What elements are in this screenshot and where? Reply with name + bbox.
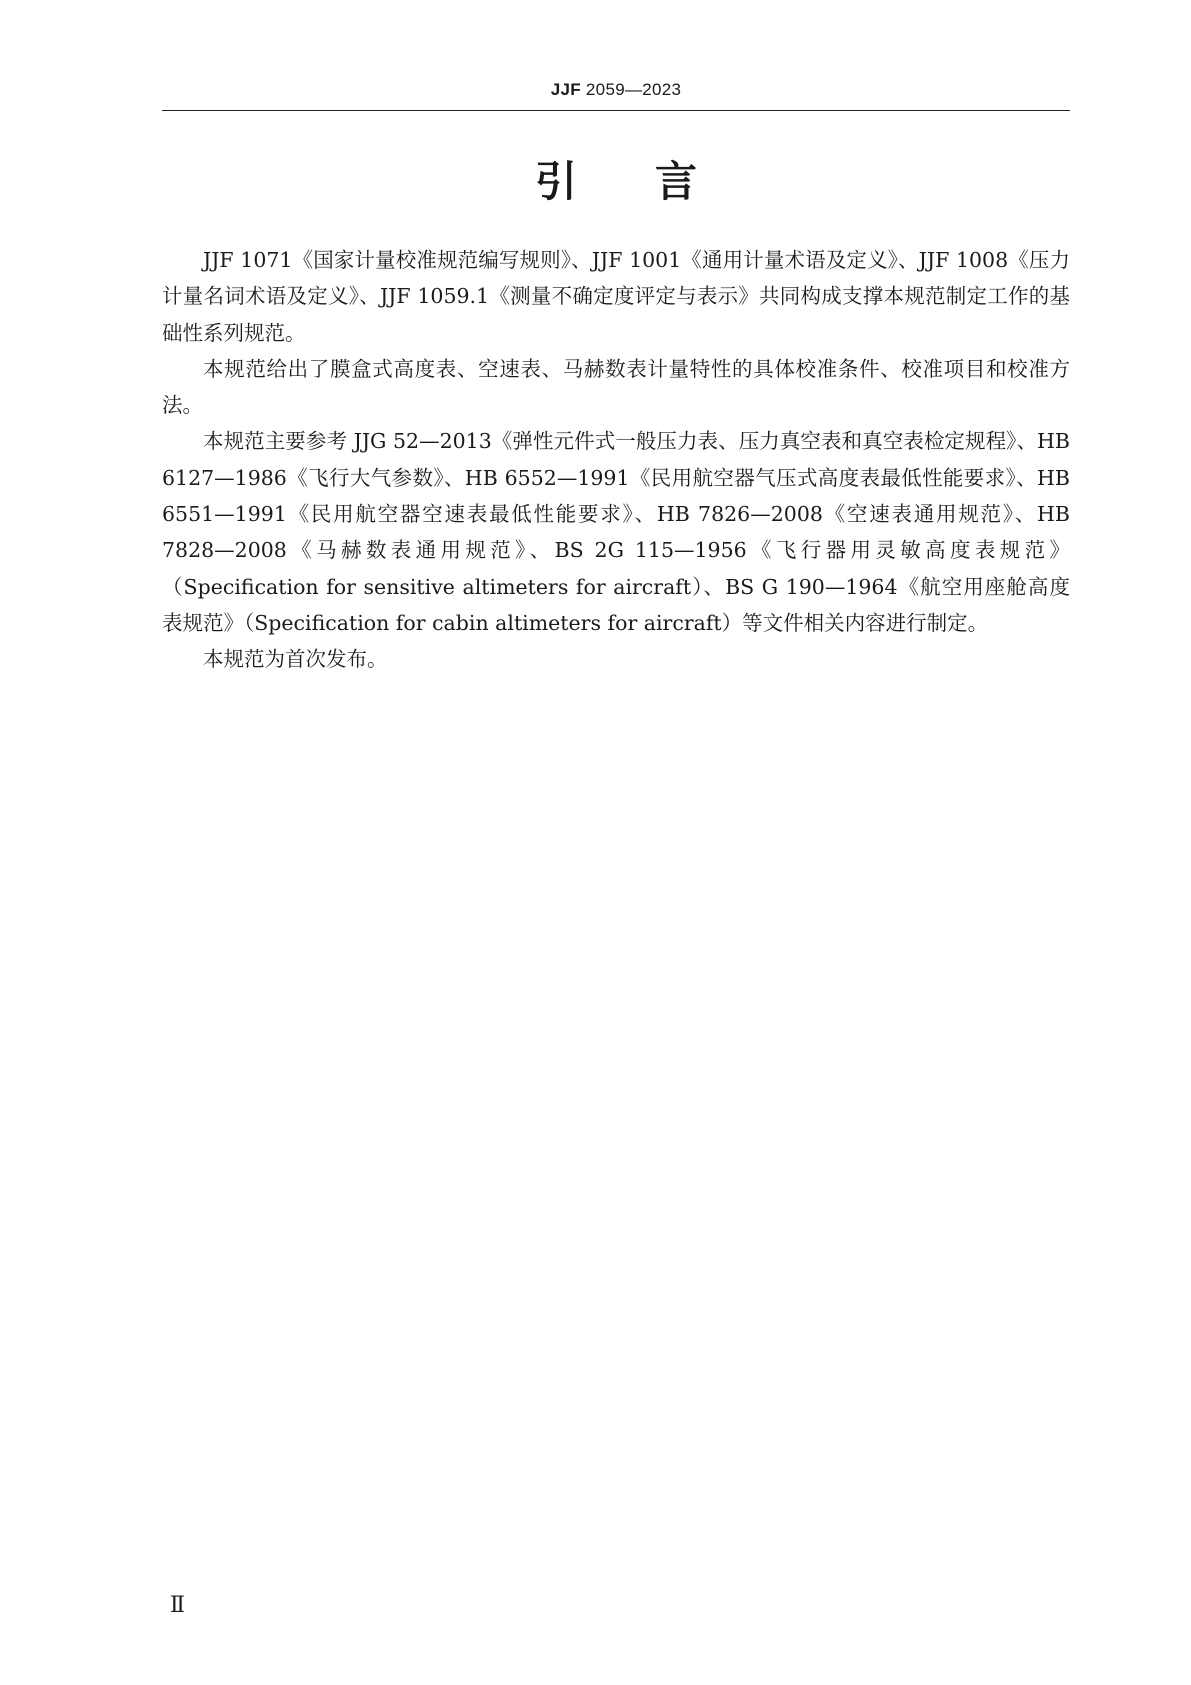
paragraph-first-release: 本规范为首次发布。 — [203, 647, 388, 672]
standard-prefix: JJF — [550, 80, 581, 99]
standard-code: 2059—2023 — [580, 80, 682, 99]
paragraph-reference-documents: 本规范主要参考 JJG 52—2013《弹性元件式一般压力表、压力真空表和真空表检定规程》、HB 6127—1986《飞行大气参数》、HB 6552—1991《民用航空器气压式高度表最低性能要求》、HB 6551—1991《民用航空器空速表最低性能要求》、HB 7826—2008《空速表通用规范》、HB 7828—2008《马赫数表通用规范》、BS 2G 115—1956《飞行器用灵敏高度表规范》（Specification for sensitive altimeters for aircraft）、BS G 190—1964《航空用座舱高度表规范》（Specification for cabin altimeters for aircraft）等文件相关内容进行制定。 — [162, 429, 1070, 635]
header-divider — [162, 110, 1070, 111]
standard-number-header — [162, 80, 1070, 100]
introduction-body — [162, 242, 1070, 678]
page-title: 引言 — [534, 157, 775, 206]
page-number: Ⅱ — [170, 1592, 185, 1617]
paragraph-scope: 本规范给出了膜盒式高度表、空速表、马赫数表计量特性的具体校准条件、校准项目和校准方法。 — [162, 356, 1070, 418]
paragraph-normative-references: JJF 1071《国家计量校准规范编写规则》、JJF 1001《通用计量术语及定义》、JJF 1008《压力计量名词术语及定义》、JJF 1059.1《测量不确定度评定与表示》共同构成支撑本规范制定工作的基础性系列规范。 — [162, 248, 1070, 345]
